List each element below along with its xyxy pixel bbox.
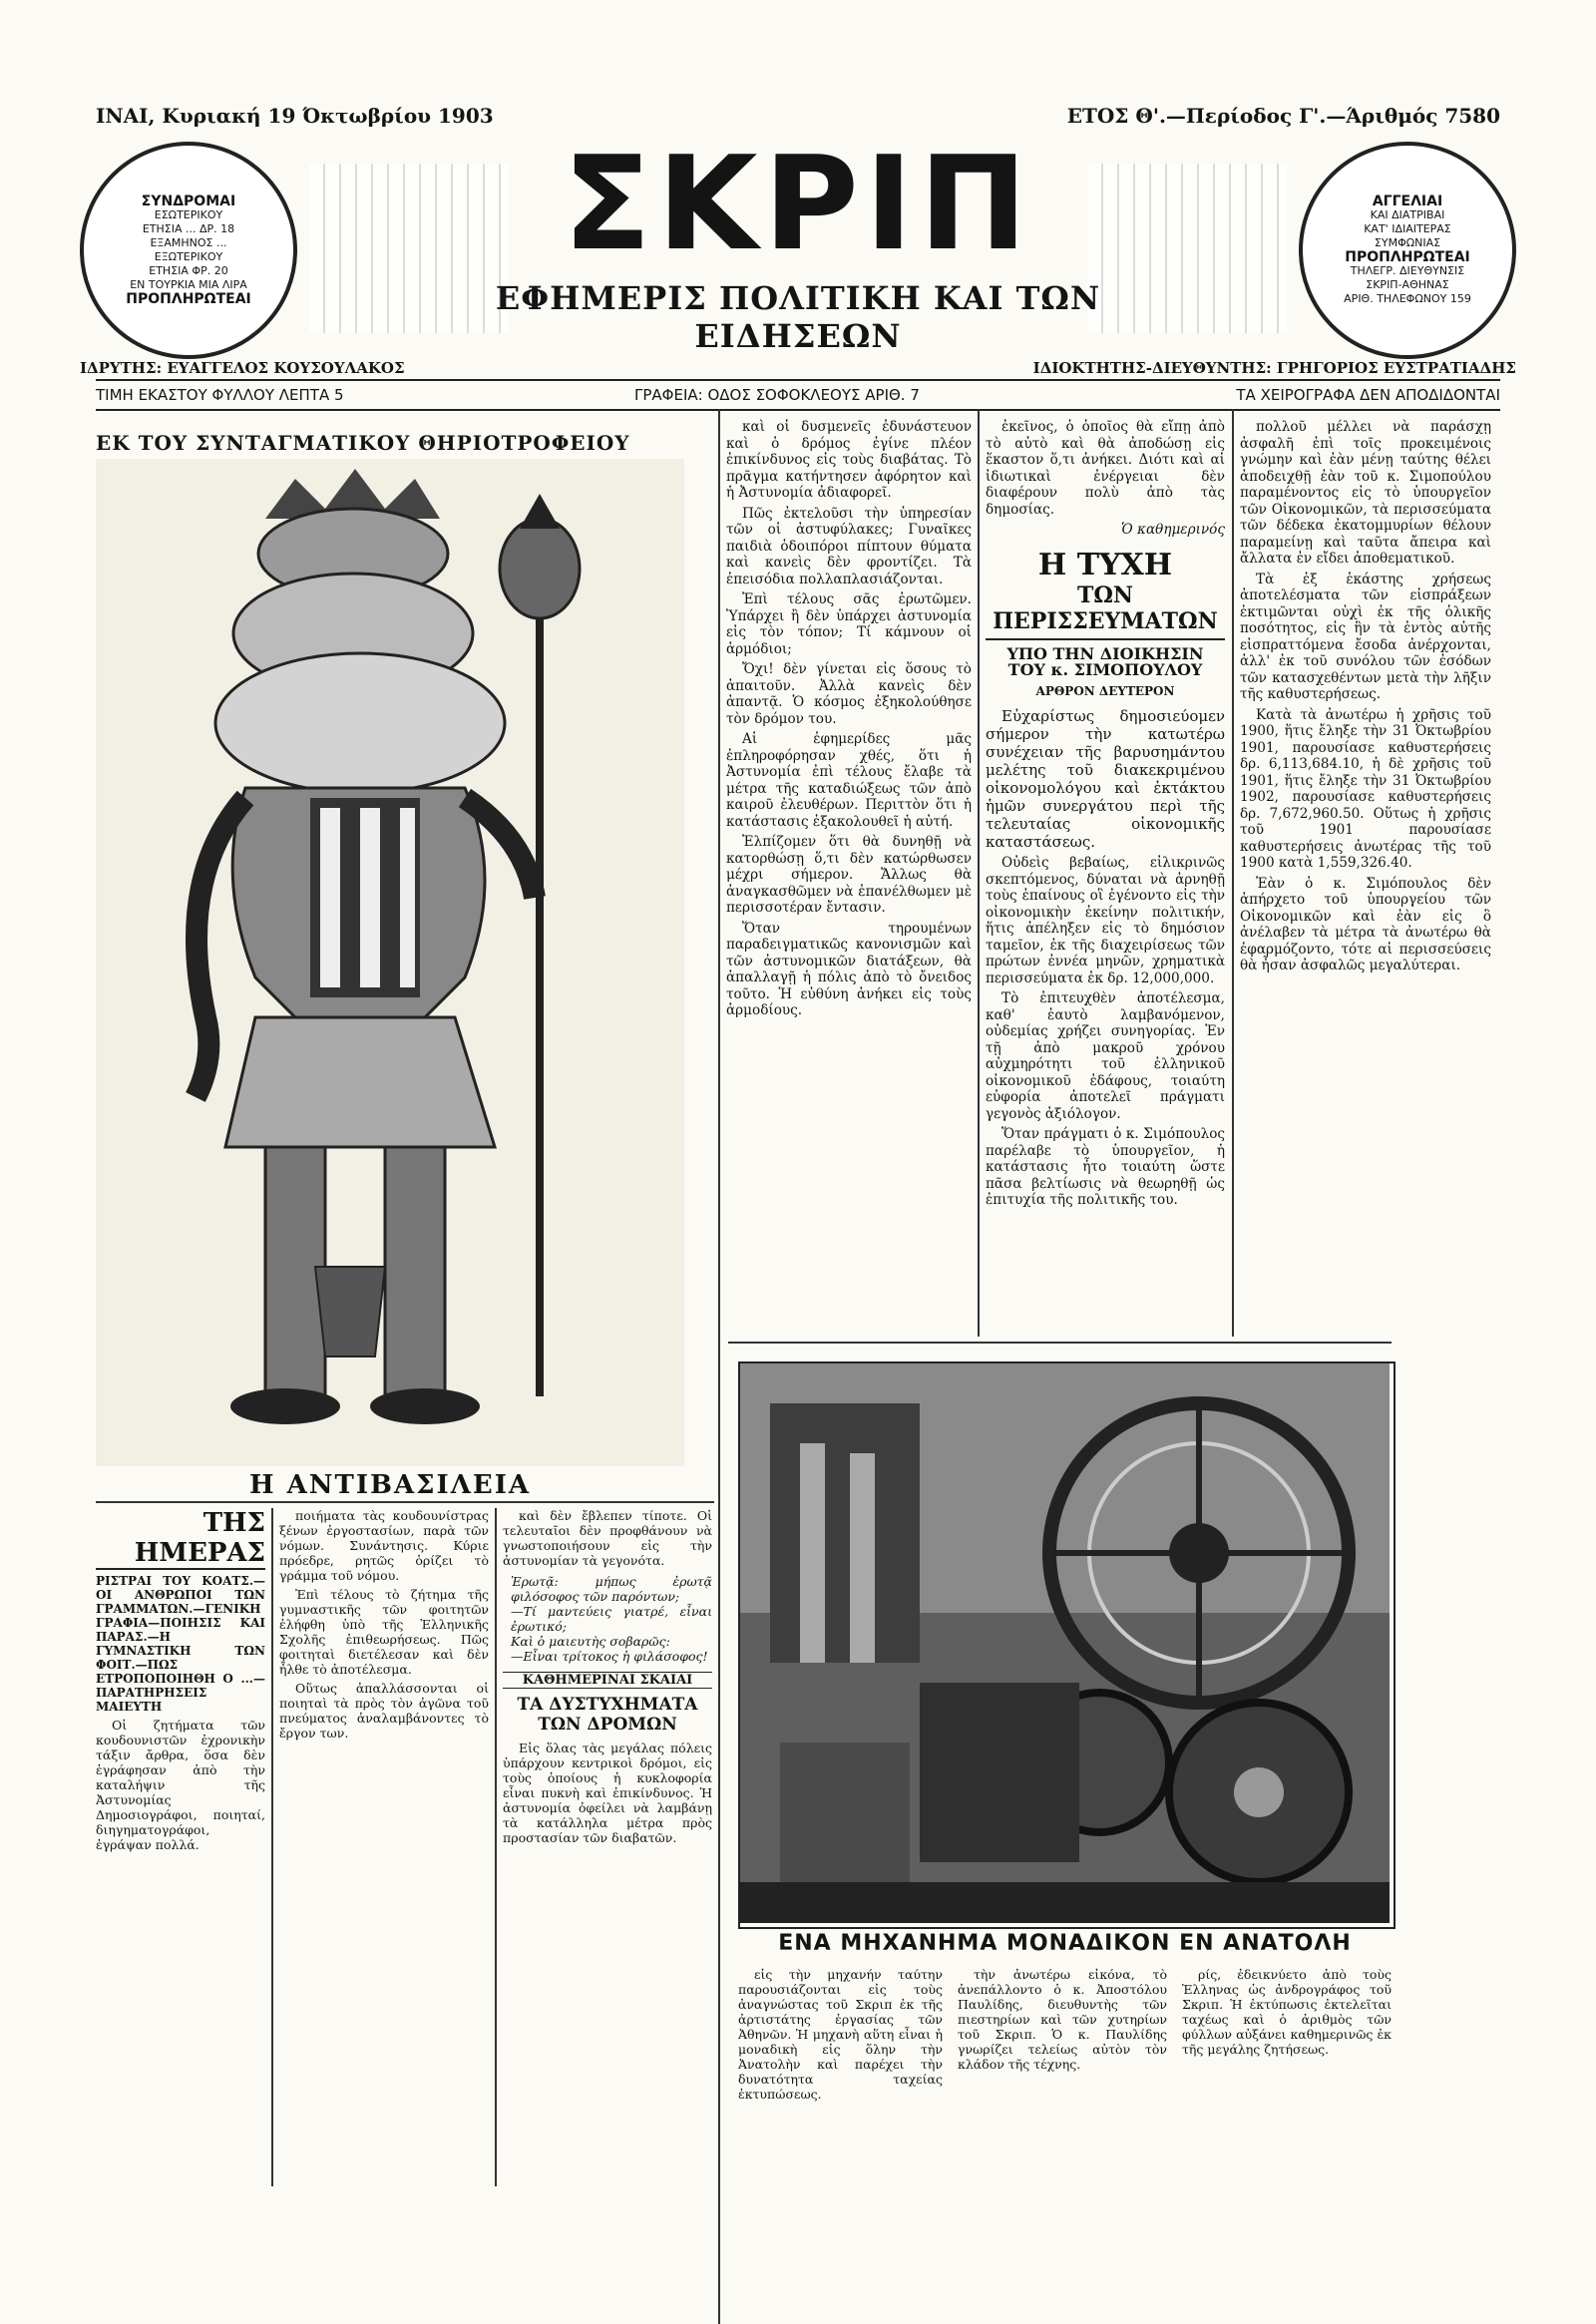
machine-drawing (740, 1363, 1390, 1923)
seal-line: ΣΥΜΦΩΝΙΑΣ (1374, 236, 1441, 249)
article-paragraph: ἐκεῖνος, ὁ ὁποῖος θὰ εἴπῃ ἀπὸ τὸ αὐτὸ καὶ θὰ ἀποδώσῃ εἰς ἕκαστον ὅ,τι ἀνήκει. Διότι καὶ αἱ ἰδιωτικαὶ ἐνέργειαι δὲν διαφέρουν πολὺ ἀπὸ τὰς δημοσίας. (986, 419, 1225, 518)
feature-title-2: ΤΩΝ ΠΕΡΙΣΣΕΥΜΑΤΩΝ (986, 582, 1225, 640)
seal-line: ΕΤΗΣΙΑ ... ΔΡ. 18 (142, 222, 235, 235)
feature-part: ΑΡΘΡΟΝ ΔΕΥΤΕΡΟΝ (1035, 683, 1175, 698)
article-paragraph: Ἐπὶ τέλους τὸ ζήτημα τῆς γυμναστικῆς τῶν φοιτητῶν ἐλήφθη ὑπὸ τῆς Ἑλληνικῆς Σχολῆς ἐπιθεωρήσεως. Πῶς φοιτηταὶ διετέλεσαν καὶ δὲν ἦλθε τὸ ἀποτέλεσμα. (279, 1587, 489, 1677)
cartoon-caption: Η ΑΝΤΙΒΑΣΙΛΕΙΑ (248, 1470, 532, 1500)
article-paragraph: Ἐὰν ὁ κ. Σιμόπουλος δὲν ἀπήρχετο τοῦ ὑπουργείου τῶν Οἰκονομικῶν καὶ ἐὰν εἰς ὃ ἀνέλαβεν τὰ μέτρα τὰ ἀνωτέρω θὰ ἐφαρμόζοντο, τότε αἱ περισσεύσεις θὰ ἦσαν ἀσφαλῶς μεγαλύτεραι. (1240, 875, 1491, 973)
seal-line: ΤΗΛΕΓΡ. ΔΙΕΥΘΥΝΣΙΣ (1350, 264, 1465, 277)
dateline-right: ΕΤΟΣ Θ'.—Περίοδος Γ'.—Άριθμός 7580 (1066, 104, 1500, 128)
machine-article-2 (958, 1967, 1167, 2166)
seal-line: ΚΑΙ ΔΙΑΤΡΙΒΑΙ (1370, 208, 1445, 221)
article-paragraph: Ὄχι! δὲν γίνεται εἰς ὅσους τὸ ἀπαιτοῦν. Ἀλλὰ κανεὶς δὲν ἀπαντᾷ. Ὁ κόσμος ἐξηκολούθησε τὸν δρόμον του. (726, 661, 972, 727)
article-paragraph: Εἰς ὅλας τὰς μεγάλας πόλεις ὑπάρχουν κεντρικοὶ δρόμοι, εἰς τοὺς ὁποίους ἡ κυκλοφορία εἶναι πυκνὴ καὶ ἐπικίνδυνος. Ἡ ἀστυνομία ὀφείλει νὰ λαμβάνῃ τὰ κατάλληλα μέτρα πρὸς προστασίαν τῶν διαβατῶν. (503, 1741, 712, 1845)
owner-line: ΙΔΙΟΚΤΗΤΗΣ-ΔΙΕΥΘΥΝΤΗΣ: ΓΡΗΓΟΡΙΟΣ ΕΥΣΤΡΑΤΙΑΔΗΣ (1032, 359, 1516, 377)
of-the-day-contents: ΡΙΣΤΡΑΙ ΤΟΥ ΚΟΑΤΣ.—ΟΙ ΑΝΘΡΩΠΟΙ ΤΩΝ ΓΡΑΜΜΑΤΩΝ.—ΓΕΝΙΚΗ ΓΡΑΦΙΑ—ΠΟΙΗΣΙΣ ΚΑΙ ΠΑΡΑΣ.—Η ΓΥΜΝΑΣΤΙΚΗ ΤΩΝ ΦΟΙΤ.—ΠΩΣ ΕΤΡΟΠΟΠΟΙΗΘΗ Ο ...—ΠΑΡΑΤΗΡΗΣΕΙΣ ΜΑΙΕΥΤΗ (96, 1574, 265, 1714)
article-paragraph: καὶ οἱ δυσμενεῖς ἐδυνάστευον καὶ ὁ δρόμος ἐγίνε πλέον ἐπικίνδυνος εἰς τοὺς διαβάτας. Τὸ πρᾶγμα κατήντησεν ἀφόρητον καὶ ἡ Ἀστυνομία ἀδιαφορεῖ. (726, 419, 972, 501)
article-paragraph: Τὰ ἐξ ἑκάστης χρήσεως ἀποτελέσματα τῶν εἰσπράξεων ἐκτιμῶνται οὐχὶ ἐκ τῆς ὁλικῆς ποσότητος, εἰς ἣν τὰ ἐντὸς αὐτῆς εἰσπραττόμενα ἔσοδα ἀνέρχονται, ἀλλ' ἐκ τοῦ συνόλου τῶν ἐσόδων τῶν κατασχεθέντων μετὰ τὴν λῆξιν τῆς καθυστερήσεως. (1240, 571, 1491, 702)
feature-title: Η ΤΥΧΗ (1037, 547, 1173, 582)
article-paragraph: καὶ δὲν ἔβλεπεν τίποτε. Οἱ τελευταῖοι δὲν προφθάνουν νὰ γνωστοποιήσουν εἰς τὴν ἀστυνομίαν τὰ γεγονότα. (503, 1508, 712, 1568)
article-signature: Ὁ καθημερινός (1121, 522, 1225, 538)
verse-line: Ἐρωτᾷ: μήπως ἐρωτᾷ φιλόσοφος τῶν παρόντων; (511, 1574, 712, 1604)
street-accidents-title: ΤΑ ΔΥΣΤΥΧΗΜΑΤΑ ΤΩΝ ΔΡΟΜΩΝ (517, 1695, 698, 1735)
verse-line: Καὶ ὁ μαιευτὴς σοβαρῶς: (511, 1634, 670, 1649)
surplus-article (986, 419, 1225, 1337)
feature-subtitle: ΥΠΟ ΤΗΝ ΔΙΟΙΚΗΣΙΝ (1006, 643, 1204, 663)
price-line: ΤΙΜΗ ΕΚΑΣΤΟΥ ΦΥΛΛΟΥ ΛΕΠΤΑ 5 (96, 386, 344, 404)
masthead (80, 128, 1516, 377)
section-divider (728, 1342, 1392, 1344)
article-paragraph: Ὅταν πράγματι ὁ κ. Σιμόπουλος παρέλαβε τὸ ὑπουργεῖον, ἡ κατάστασις ἦτο τοιαύτη ὥστε πᾶσα βελτίωσις νὰ θεωρηθῇ ὡς ἐπιτυχία τῆς πολιτικῆς του. (986, 1126, 1225, 1208)
column-divider (495, 1508, 497, 2186)
column-divider (271, 1508, 273, 2186)
verse-line: —Εἶναι τρίτοκος ἡ φιλάσοφος! (511, 1649, 708, 1664)
seal-line: ΠΡΟΠΛΗΡΩΤΕΑΙ (1345, 249, 1470, 265)
machine-engraving (738, 1361, 1396, 1929)
office-line: ΓΡΑΦΕΙΑ: ΟΔΟΣ ΣΟΦΟΚΛΕΟΥΣ ΑΡΙΘ. 7 (634, 386, 920, 404)
article-paragraph: Ἐλπίζομεν ὅτι θὰ δυνηθῇ νὰ κατορθώσῃ ὅ,τι δὲν κατώρθωσεν μέχρι σήμερον. Ἄλλως θὰ ἀναγκασθῶμεν νὰ ἐπανέλθωμεν μὲ περισσοτέραν ἔντασιν. (726, 834, 972, 916)
seal-line: ΕΞΩΤΕΡΙΚΟΥ (154, 250, 223, 263)
founder-line: ΙΔΡΥΤΗΣ: ΕΥΑΓΓΕΛΟΣ ΚΟΥΣΟΥΛΑΚΟΣ (80, 359, 405, 377)
column-divider (718, 409, 720, 2324)
verse-line: —Τί μαντεύεις γιατρέ, εἶναι ἐρωτικό; (511, 1604, 712, 1634)
of-the-day-continued (279, 1508, 489, 2186)
seal-line: ΑΓΓΕΛΙΑΙ (1372, 194, 1443, 209)
article-paragraph: ποιήματα τὰς κουδουνίστρας ξένων ἐργοστασίων, παρὰ τῶν νόμων. Συνάντησις. Κύριε πρόεδρε, ρητῶς ὁρίζει τὸ γράμμα τοῦ νόμου. (279, 1508, 489, 1583)
article-paragraph: Οὐδεὶς βεβαίως, εἰλικρινῶς σκεπτόμενος, δύναται νὰ ἀρνηθῇ τοὺς ἐπαίνους οἳ ἐγένοντο εἰς τὴν οἰκονομικὴν ἐκείνην πολιτικήν, ἥτις ἀπέληξεν εἰς τὸ δημόσιον ταμεῖον, ἐκ τῆς διαχειρίσεως τῶν πρώτων ἐννέα μηνῶν, χρηματικὰ περισσεύματα ἐκ δρ. 12,000,000. (986, 855, 1225, 986)
seal-line: ΚΑΤ' ΙΔΙΑΙΤΕΡΑΣ (1364, 222, 1451, 235)
article-paragraph: Ἐπὶ τέλους σᾶς ἐρωτῶμεν. Ὑπάρχει ἢ δὲν ὑπάρχει ἀστυνομία εἰς τὸν τόπον; Τί κάμνουν οἱ ἁρμόδιοι; (726, 591, 972, 657)
seal-line: ΣΥΝΔΡΟΜΑΙ (141, 194, 236, 209)
seal-line: ΕΝ ΤΟΥΡΚΙΑ ΜΙΑ ΛΙΡΑ (130, 278, 247, 291)
police-article (726, 419, 972, 1337)
article-paragraph: Οἱ ζητήματα τῶν κουδουνιστῶν ἐχρονικὴν τάξιν ἄρθρα, ὅσα δὲν ἐγράφησαν ἀπὸ τὴν καταλήψιν τῆς Ἀστυνομίας Δημοσιογράφοι, ποιηταί, διηγηματογράφοι, ἐγράψαν πολλά. (96, 1718, 265, 1852)
dateline-left: ΙΝΑΙ, Κυριακή 19 Όκτωβρίου 1903 (96, 104, 494, 128)
of-the-day-column (96, 1508, 265, 2186)
article-paragraph: τὴν ἀνωτέρω εἰκόνα, τὸ ἀνεπάλλοντο ὁ κ. Ἀποστόλου Παυλίδης, διευθυντὴς τῶν πιεστηρίων καὶ τῶν χυτηρίων τοῦ Σκριπ. Ὁ κ. Παυλίδης γνωρίζει τελείως αὐτὸν τὸν κλάδον τῆς τέχνης. (958, 1967, 1167, 2072)
daily-section-title: ΚΑΘΗΜΕΡΙΝΑΙ ΣΚΑΙΑΙ (503, 1672, 712, 1689)
cartoon-drawing (96, 459, 684, 1466)
feature-lead: Εὐχαρίστως δημοσιεύομεν σήμερον τὴν κατωτέρω συνέχειαν τῆς βαρυσημάντου μελέτης τοῦ διακεκριμένου οἰκονομολόγου καὶ ἐκτάκτου ἡμῶν συνεργάτου περὶ τῆς τελευταίας οἰκονομικῆς καταστάσεως. (986, 707, 1225, 851)
newspaper-title: ΣΚΡΙΠ (563, 128, 1033, 279)
article-paragraph: Τὸ ἐπιτευχθὲν ἀποτέλεσμα, καθ' ἑαυτὸ λαμβανόμενον, οὐδεμίας χρήζει συνηγορίας. Ἐν τῇ ἀπὸ μακροῦ χρόνου αὐχμηρότητι τοῦ ἑλληνικοῦ οἰκονομικοῦ ἐδάφους, τοιαύτη εὐφορία ἀποτελεῖ πράγματι γεγονὸς ἀξιόλογον. (986, 990, 1225, 1122)
cartoon-illustration (96, 459, 684, 1466)
machine-article-3 (1182, 1967, 1392, 2166)
column-divider (978, 409, 980, 1337)
article-paragraph: Οὕτως ἀπαλλάσσονται οἱ ποιηταὶ τὰ πρὸς τὸν ἀγῶνα τοῦ πνεύματος ἀναλαμβάνοντες τὸ ἔργον των. (279, 1681, 489, 1741)
cartoon-heading: ΕΚ ΤΟΥ ΣΥΝΤΑΓΜΑΤΙΚΟΥ ΘΗΡΙΟΤΡΟΦΕΙΟΥ (96, 431, 630, 455)
seal-line: ΕΣΩΤΕΡΙΚΟΥ (154, 208, 223, 221)
subscription-seal (80, 142, 297, 359)
seal-line: ΕΞΑΜΗΝΟΣ ... (150, 236, 227, 249)
feature-subtitle-2: ΤΟΥ κ. ΣΙΜΟΠΟΥΛΟΥ (1007, 660, 1203, 679)
article-paragraph: πολλοῦ μέλλει νὰ παράσχῃ ἀσφαλῆ ἐπὶ τοῖς προκειμένοις γνώμην καὶ ἐὰν μένῃ ταύτης θέλει ἀποδειχθῇ ἐὰν τοῦ κ. Σιμοπούλου παραμένοντος εἰς τὸ ὑπουργεῖον τῶν Οἰκονομικῶν, τὰ περισσεύματα τῶν δέδεκα ἐκατομμυρίων θέλουν παραμείνῃ καὶ ταῦτα ἄπειρα καὶ ἄλλατα ἐν εἴδει ἀποθεματικοῦ. (1240, 419, 1491, 567)
article-paragraph: Πῶς ἐκτελοῦσι τὴν ὑπηρεσίαν τῶν οἱ ἀστυφύλακες; Γυναῖκες παιδιὰ ὁδοιπόροι πίπτουν θύματα καὶ κανεὶς δὲν φροντίζει. Τὰ ἐπεισόδια πολλαπλασιάζονται. (726, 505, 972, 587)
of-the-day-title: ΤΗΣ ΗΜΕΡΑΣ (96, 1508, 265, 1570)
seal-line: ΑΡΙΘ. ΤΗΛΕΦΩΝΟΥ 159 (1344, 292, 1471, 305)
article-paragraph: ρίς, ἐδεικνύετο ἀπὸ τοὺς Ἑλληνας ὡς ἀνδρογράφος τοῦ Σκριπ. Ἡ ἐκτύπωσις ἐκτελεῖται ταχέως καὶ ὁ ἀριθμὸς τῶν φύλλων αὐξάνει καθημερινῶς ἐκ τῆς μεγάλης ζητήσεως. (1182, 1967, 1392, 2057)
seal-line: ΠΡΟΠΛΗΡΩΤΕΑΙ (126, 291, 251, 307)
article-paragraph: Ὅταν τηρουμένων παραδειγματικῶς κανονισμῶν καὶ τῶν ἀστυνομικῶν διατάξεων, θὰ ἀπαλλαγῇ ἡ πόλις ἀπὸ τὸ ὄνειδος τοῦτο. Ἡ εὐθύνη ἀνήκει εἰς τοὺς ἁρμοδίους. (726, 920, 972, 1018)
article-paragraph: εἰς τὴν μηχανήν ταύτην παρουσιάζονται εἰς τοὺς ἀναγνώστας τοῦ Σκριπ ἐκ τῆς ἀρτιστάτης ἐργασίας τῶν Ἀθηνῶν. Ἡ μηχανὴ αὕτη εἶναι ἡ μοναδικὴ εἰς ὅλην τὴν Ἀνατολὴν καὶ παρέχει τὴν δυνατότητα ταχείας ἐκτυπώσεως. (738, 1967, 943, 2102)
section-divider (96, 1501, 714, 1503)
info-bar (96, 379, 1500, 411)
article-paragraph: Κατὰ τὰ ἀνωτέρω ἡ χρῆσις τοῦ 1900, ἥτις ἔληξε τὴν 31 Ὀκτωβρίου 1901, παρουσίασε καθυστερήσεις δρ. 6,113,684.10, ἡ δὲ χρῆσις τοῦ 1901, ἥτις ἔληξε τὴν 31 Ὀκτωβρίου 1902, παρουσίασε καθυστερήσεις δρ. 7,672,960.50. Οὕτως ἡ χρῆσις τοῦ 1901 παρουσίασε καθυστερήσεις ἀνωτέρας τῆς τοῦ 1900 κατὰ 1,559,326.40. (1240, 706, 1491, 871)
article-paragraph: Αἱ ἐφημερίδες μᾶς ἐπληροφόρησαν χθές, ὅτι ἡ Ἀστυνομία ἐπὶ τέλους ἔλαβε τὰ μέτρα τῆς καταδιώξεως τῶν ἀπὸ καιροῦ ἐλευθέρων. Περιττὸν ὅτι ἡ κατάστασις ἐξακολουθεῖ ἡ αὐτή. (726, 731, 972, 830)
surplus-article-continued (1240, 419, 1491, 1337)
column-divider (1232, 409, 1234, 1337)
engraving-caption: ΕΝΑ ΜΗΧΑΝΗΜΑ ΜΟΝΑΔΙΚΟΝ ΕΝ ΑΝΑΤΟΛΗ (778, 1931, 1352, 1956)
top-dateline (96, 104, 1500, 130)
advertising-seal (1299, 142, 1516, 359)
seal-line: ΣΚΡΙΠ-ΑΘΗΝΑΣ (1366, 278, 1449, 291)
newspaper-subtitle: ΕΦΗΜΕΡΙΣ ΠΟΛΙΤΙΚΗ ΚΑΙ ΤΩΝ ΕΙΔΗΣΕΩΝ (495, 279, 1101, 355)
seal-line: ΕΤΗΣΙΑ ΦΡ. 20 (149, 264, 228, 277)
manuscripts-notice: ΤΑ ΧΕΙΡΟΓΡΑΦΑ ΔΕΝ ΑΠΟΔΙΔΟΝΤΑΙ (1236, 386, 1500, 404)
daily-column (503, 1508, 712, 2186)
machine-article (738, 1967, 943, 2166)
